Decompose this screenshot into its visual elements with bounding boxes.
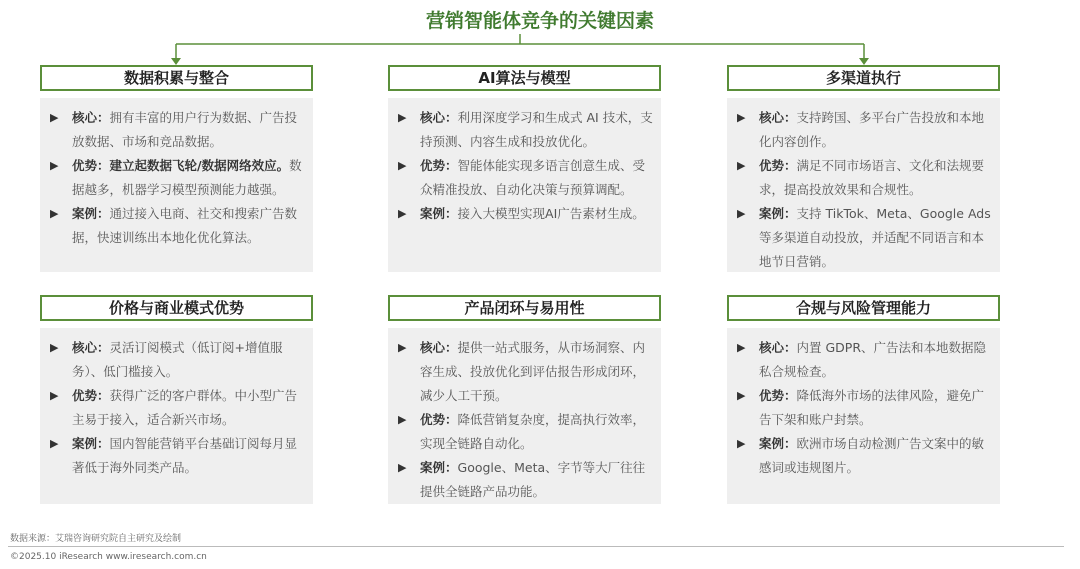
list-item: ▶ 案例：Google、Meta、字节等大厂往往提供全链路产品功能。 [398,456,653,504]
card-body-channel [727,98,1000,272]
list-item: ▶ 优势：降低海外市场的法律风险，避免广告下架和账户封禁。 [737,384,992,432]
list-item: ▶ 核心：提供一站式服务，从市场洞察、内容生成、投放优化到评估报告形成闭环，减少人工干预。 [398,336,653,408]
card-heading-data: 数据积累与整合 [40,65,313,91]
triangle-bullet-icon: ▶ [737,341,746,354]
triangle-bullet-icon: ▶ [398,159,407,172]
list-item: ▶ 核心：支持跨国、多平台广告投放和本地化内容创作。 [737,106,992,154]
card-body-ai [388,98,661,272]
triangle-bullet-icon: ▶ [398,207,407,220]
list-item: ▶ 案例：国内智能营销平台基础订阅每月显著低于海外同类产品。 [50,432,305,480]
list-item: ▶ 案例：欧洲市场自动检测广告文案中的敏感词或违规图片。 [737,432,992,480]
triangle-bullet-icon: ▶ [50,207,59,220]
triangle-bullet-icon: ▶ [737,111,746,124]
triangle-bullet-icon: ▶ [737,389,746,402]
triangle-bullet-icon: ▶ [737,437,746,450]
card-heading-product: 产品闭环与易用性 [388,295,661,321]
card-body-product [388,328,661,504]
triangle-bullet-icon: ▶ [50,437,59,450]
list-item: ▶ 核心：拥有丰富的用户行为数据、广告投放数据、市场和竞品数据。 [50,106,305,154]
list-item: ▶ 优势：智能体能实现多语言创意生成、受众精准投放、自动化决策与预算调配。 [398,154,653,202]
title-connector [0,0,1080,70]
triangle-bullet-icon: ▶ [737,207,746,220]
card-body-data [40,98,313,272]
triangle-bullet-icon: ▶ [398,461,407,474]
triangle-bullet-icon: ▶ [398,111,407,124]
card-heading-ai: AI算法与模型 [388,65,661,91]
list-item: ▶ 案例：接入大模型实现AI广告素材生成。 [398,202,653,226]
footer-copyright: ©2025.10 iResearch www.iresearch.com.cn [10,552,207,562]
triangle-bullet-icon: ▶ [398,413,407,426]
triangle-bullet-icon: ▶ [398,341,407,354]
triangle-bullet-icon: ▶ [50,341,59,354]
footer-divider [8,546,1064,547]
list-item: ▶ 优势：满足不同市场语言、文化和法规要求，提高投放效果和合规性。 [737,154,992,202]
triangle-bullet-icon: ▶ [50,111,59,124]
list-item: ▶ 优势：获得广泛的客户群体。中小型广告主易于接入，适合新兴市场。 [50,384,305,432]
triangle-bullet-icon: ▶ [737,159,746,172]
diagram-title: 营销智能体竞争的关键因素 [425,10,654,32]
card-heading-channel: 多渠道执行 [727,65,1000,91]
list-item: ▶ 优势：降低营销复杂度，提高执行效率，实现全链路自动化。 [398,408,653,456]
list-item: ▶ 核心：灵活订阅模式（低订阅+增值服务）、低门槛接入。 [50,336,305,384]
source-note: 数据来源：艾瑞咨询研究院自主研究及绘制 [10,534,182,544]
card-body-compliance [727,328,1000,504]
triangle-bullet-icon: ▶ [50,159,59,172]
list-item: ▶ 案例：支持 TikTok、Meta、Google Ads 等多渠道自动投放，并适配不同语言和本地节日营销。 [737,202,992,274]
list-item: ▶ 核心：利用深度学习和生成式 AI 技术，支持预测、内容生成和投放优化。 [398,106,653,154]
triangle-bullet-icon: ▶ [50,389,59,402]
list-item: ▶ 优势：建立起数据飞轮/数据网络效应。数据越多，机器学习模型预测能力越强。 [50,154,305,202]
list-item: ▶ 案例：通过接入电商、社交和搜索广告数据，快速训练出本地化优化算法。 [50,202,305,250]
card-heading-compliance: 合规与风险管理能力 [727,295,1000,321]
list-item: ▶ 核心：内置 GDPR、广告法和本地数据隐私合规检查。 [737,336,992,384]
card-heading-pricing: 价格与商业模式优势 [40,295,313,321]
card-body-pricing [40,328,313,504]
